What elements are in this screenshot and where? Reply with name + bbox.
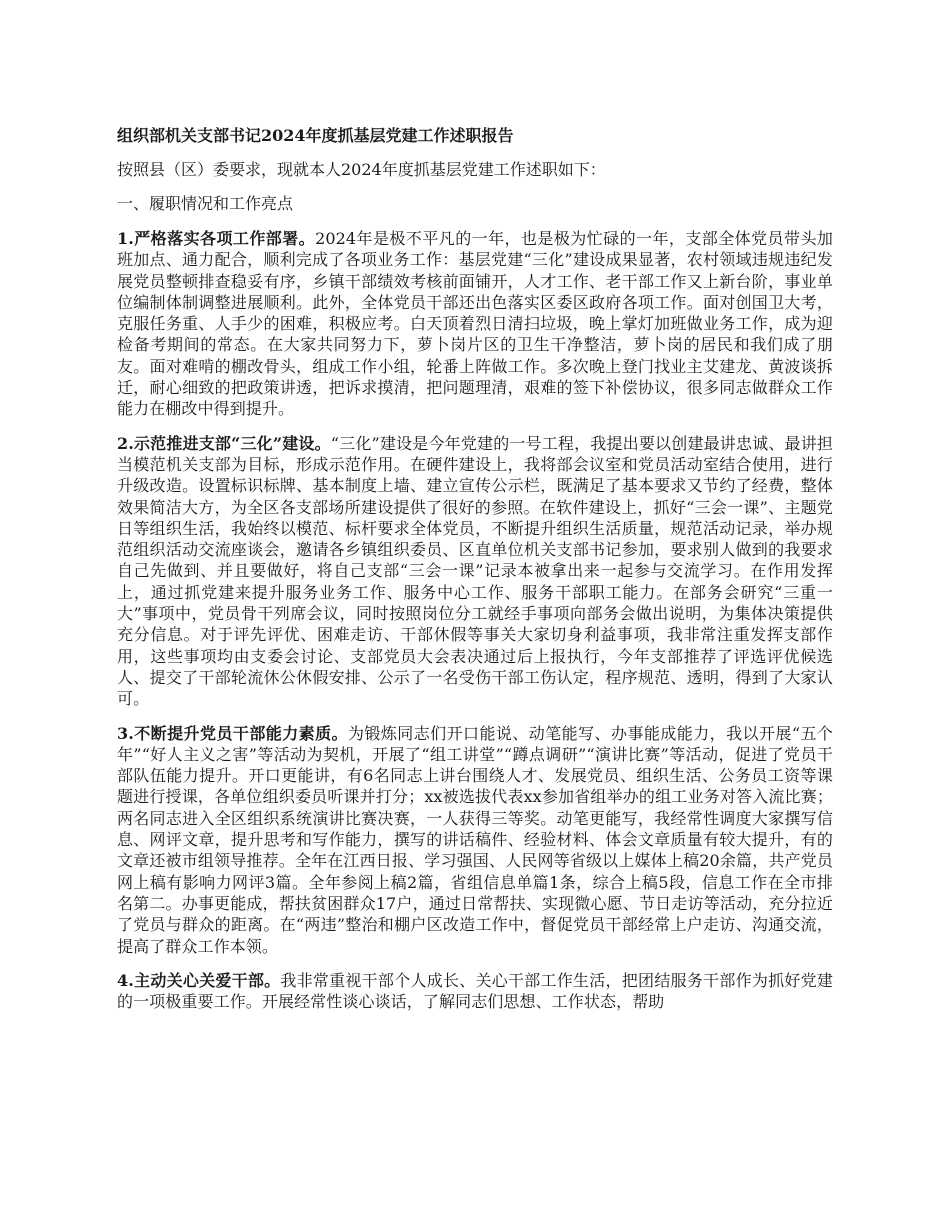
item-4-paragraph bbox=[117, 970, 833, 1013]
item-2-heading: 2.示范推进支部“三化”建设。 bbox=[117, 433, 331, 453]
item-1-paragraph bbox=[117, 228, 833, 420]
item-4-body: 我非常重视干部个人成长、关心干部工作生活，把团结服务干部作为抓好党建的一项极重要工作。开展经常性谈心谈话，了解同志们思想、工作状态，帮助 bbox=[117, 970, 833, 1012]
item-1-body: 2024年是极不平凡的一年，也是极为忙碌的一年，支部全体党员带头加班加点、通力配合，顺利完成了各项业务工作：基层党建“三化”建设成果显著，农村领域违规违纪发展党员整顿排查稳妥有序，乡镇干部绩效考核前面铺开，人才工作、老干部工作又上新台阶，事业单位编制体制调整进展顺利。此外，全体党员干部还出色落实区委区政府各项工作。面对创国卫大考，克服任务重、人手少的困难，积极应考。白天顶着烈日清扫垃圾，晚上掌灯加班做业务工作，成为迎检备考期间的常态。在大家共同努力下，萝卜岗片区的卫生干净整洁，萝卜岗的居民和我们成了朋友。面对难啃的棚改骨头，组成工作小组，轮番上阵做工作。多次晚上登门找业主艾建龙、黄波谈拆迁，耐心细致的把政策讲透，把诉求摸清，把问题理清，艰难的签下补偿协议，很多同志做群众工作能力在棚改中得到提升。 bbox=[117, 229, 833, 419]
item-4-heading: 4.主动关心关爱干部。 bbox=[117, 970, 281, 990]
document-title: 组织部机关支部书记2024年度抓基层党建工作述职报告 bbox=[117, 126, 514, 145]
item-2-body: “三化”建设是今年党建的一号工程，我提出要以创建最讲忠诚、最讲担当模范机关支部为目标，形成示范作用。在硬件建设上，我将部会议室和党员活动室结合使用，进行升级改造。设置标识标牌、基本制度上墙、建立宣传公示栏，既满足了基本要求又节约了经费，整体效果简洁大方，为全区各支部场所建设提供了很好的参照。在软件建设上，抓好“三会一课”、主题党日等组织生活，我始终以模范、标杆要求全体党员，不断提升组织生活质量，规范活动记录，举办规范组织活动交流座谈会，邀请各乡镇组织委员、区直单位机关支部书记参加，要求别人做到的我要求自己先做到、并且要做好，将自己支部“三会一课”记录本被拿出来一起参与交流学习。在作用发挥上，通过抓党建来提升服务业务工作、服务中心工作、服务干部职工能力。在部务会研究“三重一大”事项中，党员骨干列席会议，同时按照岗位分工就经手事项向部务会做出说明，为集体决策提供充分信息。对于评先评优、困难走访、干部休假等事关大家切身利益事项，我非常注重发挥支部作用，这些事项均由支委会讨论、支部党员大会表决通过后上报执行，今年支部推荐了评选评优候选人、提交了干部轮流休公休假安排、公示了一名受伤干部工伤认定，程序规范、透明，得到了大家认可。 bbox=[117, 433, 833, 709]
item-1-heading: 1.严格落实各项工作部署。 bbox=[117, 229, 316, 248]
section-heading: 一、履职情况和工作亮点 bbox=[117, 194, 294, 213]
item-2-paragraph bbox=[117, 433, 833, 710]
document-page bbox=[117, 124, 833, 1025]
item-3-body: 为锻炼同志们开口能说、动笔能写、办事能成能力，我以开展“五个年”“好人主义之害”等活动为契机，开展了“组工讲堂”“蹲点调研”“演讲比赛”等活动，促进了党员干部队伍能力提升。开口更能讲，有6名同志上讲台围绕人才、发展党员、组织生活、公务员工资等课题进行授课，各单位组织委员听课并打分；xx被选拔代表xx参加省组举办的组工业务对答入流比赛；两名同志进入全区组织系统演讲比赛决赛，一人获得三等奖。动笔更能写，我经常性调度大家撰写信息、网评文章，提升思考和写作能力，撰写的讲话稿件、经验材料、体会文章质量有较大提升，有的文章还被市组领导推荐。全年在江西日报、学习强国、人民网等省级以上媒体上稿20余篇，共产党员网上稿有影响力网评3篇。全年参阅上稿2篇，省组信息单篇1条，综合上稿5段，信息工作在全市排名第二。办事更能成，帮扶贫困群众17户，通过日常帮扶、实现微心愿、节日走访等活动，充分拉近了党员与群众的距离。在“两违”整治和棚户区改造工作中，督促党员干部经常上户走访、沟通交流，提高了群众工作本领。 bbox=[117, 723, 833, 956]
item-3-paragraph bbox=[117, 723, 833, 957]
item-3-heading: 3.不断提升党员干部能力素质。 bbox=[117, 723, 348, 743]
intro-paragraph: 按照县（区）委要求，现就本人2024年度抓基层党建工作述职如下： bbox=[117, 160, 606, 179]
